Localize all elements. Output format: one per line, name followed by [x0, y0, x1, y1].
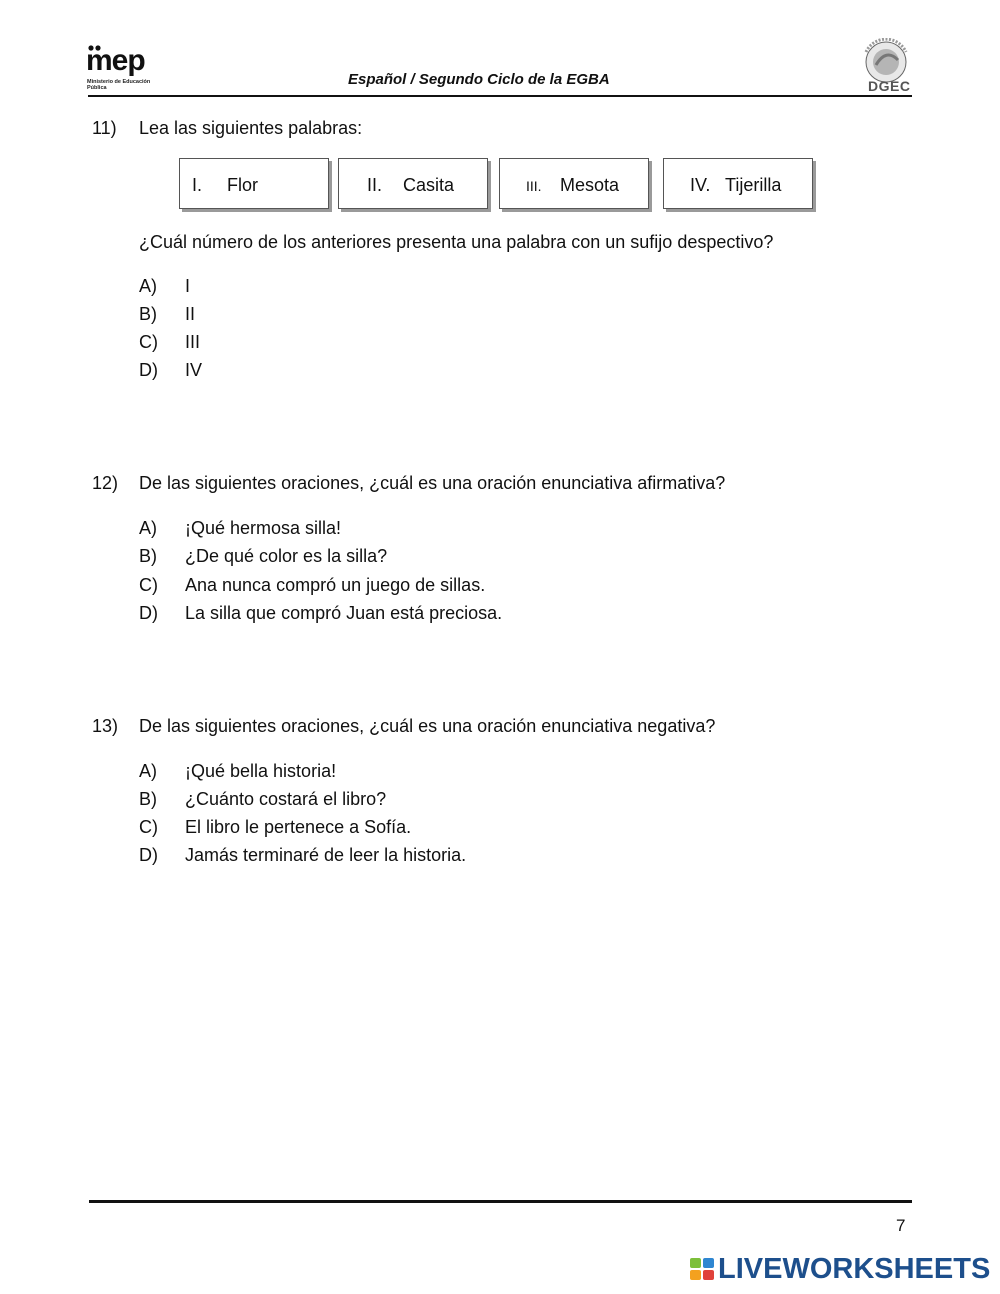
question-11-prompt: Lea las siguientes palabras:: [139, 118, 363, 138]
answer-option[interactable]: La silla que compró Juan está preciosa.: [185, 603, 503, 623]
option-letter: B): [139, 546, 157, 566]
word-box-3-word: Mesota: [560, 175, 620, 195]
option-letter: D): [139, 360, 158, 380]
answer-option[interactable]: III: [185, 332, 201, 352]
answer-option[interactable]: ¡Qué hermosa silla!: [185, 518, 342, 538]
answer-option[interactable]: ¿Cuánto costará el libro?: [185, 789, 387, 809]
answer-option[interactable]: II: [185, 304, 196, 324]
word-box-2-word: Casita: [403, 175, 455, 195]
word-box-2: [338, 158, 488, 209]
page-number: 7: [896, 1216, 906, 1235]
question-11-text: ¿Cuál número de los anteriores presenta una palabra con un sufijo despectivo?: [139, 232, 774, 252]
answer-option[interactable]: I: [185, 276, 191, 296]
question-12-prompt: De las siguientes oraciones, ¿cuál es una oración enunciativa afirmativa?: [139, 473, 726, 493]
word-box-1-number: I.: [192, 175, 203, 195]
word-box-3: [499, 158, 649, 209]
word-box-3-number: III.: [526, 178, 542, 194]
question-13-prompt: De las siguientes oraciones, ¿cuál es una oración enunciativa negativa?: [139, 716, 716, 736]
word-box-2-number: II.: [367, 175, 383, 195]
header-divider: [88, 95, 912, 97]
liveworksheets-brand[interactable]: [690, 1252, 990, 1284]
mep-logo: [86, 44, 156, 94]
dgec-seal: [856, 38, 920, 96]
option-letter: C): [139, 575, 158, 595]
question-11-number: 11): [92, 118, 117, 138]
answer-option[interactable]: ¡Qué bella historia!: [185, 761, 337, 781]
question-12-number: 12): [92, 473, 119, 493]
answer-option[interactable]: IV: [185, 360, 203, 380]
answer-option[interactable]: ¿De qué color es la silla?: [185, 546, 388, 566]
option-letter: A): [139, 276, 157, 296]
option-letter: A): [139, 761, 157, 781]
answer-option[interactable]: Jamás terminaré de leer la historia.: [185, 845, 467, 865]
word-box-4-number: IV.: [690, 175, 711, 195]
option-letter: D): [139, 845, 158, 865]
question-13-number: 13): [92, 716, 119, 736]
dgec-seal-label: DGEC: [868, 78, 911, 94]
option-letter: C): [139, 332, 158, 352]
word-box-1: [179, 158, 329, 209]
liveworksheets-wordmark: LIVEWORKSHEETS: [718, 1253, 991, 1285]
answer-option[interactable]: Ana nunca compró un juego de sillas.: [185, 575, 486, 595]
option-letter: D): [139, 603, 158, 623]
word-box-4-word: Tijerilla: [725, 175, 782, 195]
document-title: Español / Segundo Ciclo de la EGBA: [348, 71, 610, 88]
option-letter: C): [139, 817, 158, 837]
mep-logo-subtitle: Ministerio de Educación Pública: [87, 79, 151, 91]
footer-divider: [89, 1200, 912, 1203]
option-letter: B): [139, 304, 157, 324]
answer-option[interactable]: El libro le pertenece a Sofía.: [185, 817, 412, 837]
mep-logo-word: mep: [86, 44, 145, 77]
option-letter: A): [139, 518, 157, 538]
option-letter: B): [139, 789, 157, 809]
word-box-1-word: Flor: [227, 175, 258, 195]
liveworksheets-logo-icon: [690, 1258, 716, 1282]
word-box-4: [663, 158, 813, 209]
